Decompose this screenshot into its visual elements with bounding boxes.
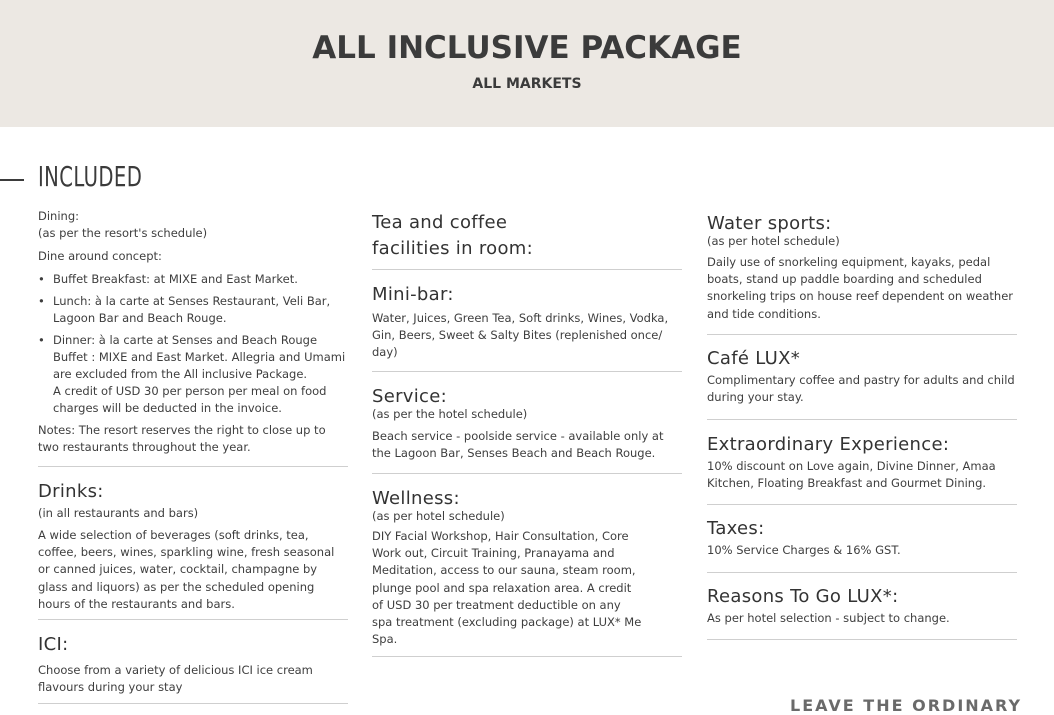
ici-block bbox=[38, 632, 348, 696]
minibar-text: Water, Juices, Green Tea, Soft drinks, Wines, Vodka, Gin, Beers, Sweet & Salty Bites (replenished once/ day) bbox=[372, 311, 669, 360]
divider bbox=[707, 419, 1017, 420]
water-sports-text: Daily use of snorkeling equipment, kayaks, pedal boats, stand up paddle boarding and scheduled snorkeling trips on house reef dependent on weather and tide conditions. bbox=[707, 255, 1014, 321]
dining-bullets bbox=[38, 271, 348, 383]
dining-schedule: (as per the resort's schedule) bbox=[38, 226, 208, 241]
dining-concept: Dine around concept: bbox=[38, 249, 162, 264]
cafe-lux-block bbox=[707, 346, 1017, 406]
reasons-text: As per hotel selection - subject to change. bbox=[707, 611, 950, 625]
divider bbox=[707, 639, 1017, 640]
dining-bullet-breakfast: • Buffet Breakfast: at MIXE and East Market. bbox=[38, 271, 348, 288]
dining-bullet-dinner: • Dinner: à la carte at Senses and Beach Rouge Buffet : MIXE and East Market. Allegria and Umami are excluded from the All inclusive Package. bbox=[38, 332, 348, 383]
wellness-title: Wellness: bbox=[372, 488, 460, 509]
divider bbox=[707, 334, 1017, 335]
water-sports-block bbox=[707, 211, 1017, 323]
drinks-block bbox=[38, 479, 348, 613]
extraordinary-title: Extraordinary Experience: bbox=[707, 434, 950, 455]
minibar-title: Mini-bar: bbox=[372, 284, 454, 305]
cafe-lux-title: Café LUX* bbox=[707, 348, 801, 369]
divider bbox=[372, 269, 682, 270]
ici-title: ICI: bbox=[38, 634, 69, 655]
ici-text: Choose from a variety of delicious ICI ice cream flavours during your stay bbox=[38, 663, 313, 695]
tea-title-line2: facilities in room: bbox=[372, 238, 533, 259]
water-sports-title: Water sports: bbox=[707, 213, 832, 234]
divider bbox=[38, 619, 348, 620]
page-header bbox=[0, 0, 1054, 127]
page-subtitle: ALL MARKETS bbox=[472, 76, 582, 92]
tea-coffee-block bbox=[372, 210, 682, 262]
service-title: Service: bbox=[372, 386, 447, 407]
drinks-text: A wide selection of beverages (soft drinks, tea, coffee, beers, wines, sparkling wine, fresh seasonal or canned juices, water, cocktail, champagne by glass and liquors) as per the scheduled opening hours of the restaurants and bars. bbox=[38, 528, 335, 611]
wellness-block bbox=[372, 486, 682, 648]
extraordinary-block bbox=[707, 432, 1017, 492]
cafe-lux-text: Complimentary coffee and pastry for adults and child during your stay. bbox=[707, 373, 1015, 405]
section-title-rule bbox=[0, 179, 24, 181]
tea-title-line1: Tea and coffee bbox=[372, 212, 508, 233]
dining-bullet-lunch: • Lunch: à la carte at Senses Restaurant, Veli Bar, Lagoon Bar and Beach Rouge. bbox=[38, 293, 348, 327]
reasons-block bbox=[707, 584, 1017, 627]
divider bbox=[372, 656, 682, 657]
dining-notes: Notes: The resort reserves the right to close up to two restaurants throughout the year. bbox=[38, 423, 326, 455]
section-title: INCLUDED bbox=[38, 160, 143, 193]
drinks-title: Drinks: bbox=[38, 481, 104, 502]
divider bbox=[38, 703, 348, 704]
dining-block bbox=[38, 208, 348, 456]
wellness-schedule: (as per hotel schedule) bbox=[372, 509, 505, 523]
drinks-schedule: (in all restaurants and bars) bbox=[38, 506, 199, 520]
service-text: Beach service - poolside service - available only at the Lagoon Bar, Senses Beach and Beach Rouge. bbox=[372, 429, 664, 461]
divider bbox=[707, 572, 1017, 573]
extraordinary-text: 10% discount on Love again, Divine Dinner, Amaa Kitchen, Floating Breakfast and Gourmet Dining. bbox=[707, 459, 996, 491]
minibar-block bbox=[372, 282, 682, 362]
water-sports-schedule: (as per hotel schedule) bbox=[707, 234, 840, 248]
service-block bbox=[372, 384, 682, 462]
reasons-title: Reasons To Go LUX*: bbox=[707, 586, 899, 607]
page-title: ALL INCLUSIVE PACKAGE bbox=[312, 30, 742, 66]
taxes-block bbox=[707, 516, 1017, 559]
divider bbox=[372, 371, 682, 372]
divider bbox=[372, 473, 682, 474]
taxes-title: Taxes: bbox=[707, 518, 765, 539]
divider bbox=[707, 504, 1017, 505]
divider bbox=[38, 466, 348, 467]
dining-credit-note: A credit of USD 30 per person per meal on food charges will be deducted in the invoice. bbox=[53, 383, 327, 415]
taxes-text: 10% Service Charges & 16% GST. bbox=[707, 543, 901, 557]
wellness-text: DIY Facial Workshop, Hair Consultation, Core Work out, Circuit Training, Pranayama and Meditation, access to our sauna, steam room, plunge pool and spa relaxation area. A credit of USD 30 per treatment deductible on any spa treatment (excluding package) at LUX* Me Spa. bbox=[372, 529, 642, 647]
service-schedule: (as per the hotel schedule) bbox=[372, 407, 528, 421]
footer-tagline: LEAVE THE ORDINARY bbox=[790, 696, 1023, 715]
dining-label: Dining: bbox=[38, 209, 79, 223]
